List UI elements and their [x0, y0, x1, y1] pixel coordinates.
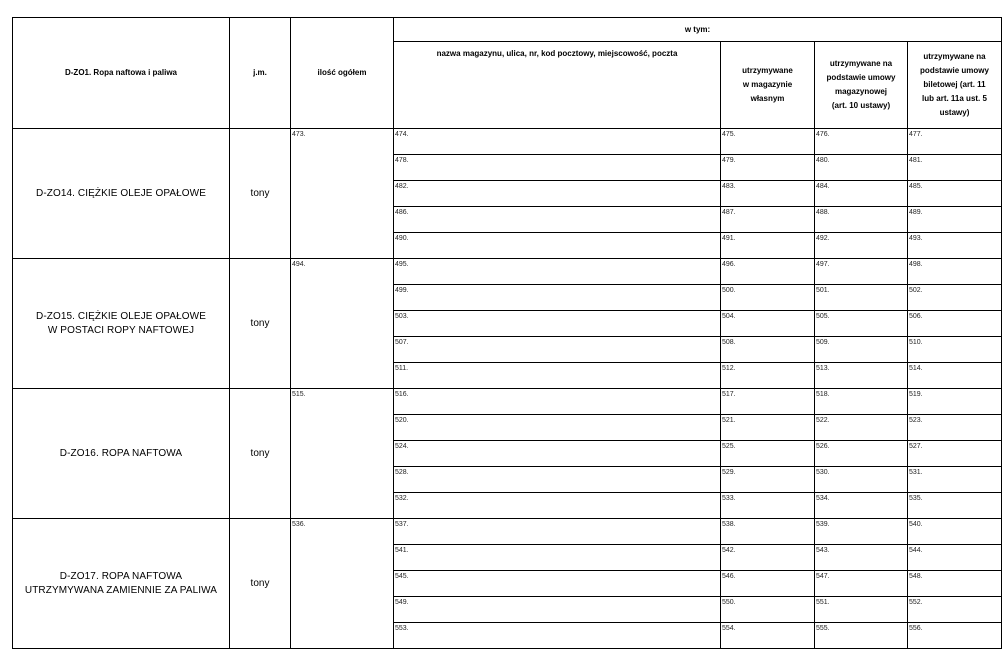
storage-contract-no: 530.: [816, 469, 830, 476]
own-storage-no: 517.: [722, 391, 736, 398]
own-storage-no: 500.: [722, 287, 736, 294]
header-ticket-contract: utrzymywane na podstawie umowy biletowej (art. 11 lub art. 11a ust. 5 ustawy): [920, 52, 989, 117]
warehouse-no: 537.: [395, 521, 409, 528]
warehouse-no: 478.: [395, 157, 409, 164]
own-storage-no: 479.: [722, 157, 736, 164]
warehouse-no: 549.: [395, 599, 409, 606]
warehouse-no: 499.: [395, 287, 409, 294]
group-total-no: 515.: [292, 391, 306, 398]
warehouse-no: 532.: [395, 495, 409, 502]
ticket-contract-no: 493.: [909, 235, 923, 242]
own-storage-no: 483.: [722, 183, 736, 190]
ticket-contract-no: 519.: [909, 391, 923, 398]
warehouse-no: 511.: [395, 365, 409, 372]
header-warehouse: nazwa magazynu, ulica, nr, kod pocztowy, miejscowość, poczta: [436, 49, 678, 58]
own-storage-no: 496.: [722, 261, 736, 268]
header-storage-contract: utrzymywane na podstawie umowy magazynowej (art. 10 ustawy): [826, 59, 896, 110]
ticket-contract-no: 535.: [909, 495, 923, 502]
own-storage-no: 529.: [722, 469, 736, 476]
storage-contract-no: 492.: [816, 235, 830, 242]
ticket-contract-no: 544.: [909, 547, 923, 554]
header-total: ilość ogółem: [317, 68, 367, 77]
group-unit: tony: [250, 188, 270, 199]
group-label: D-ZO16. ROPA NAFTOWA: [59, 447, 183, 459]
own-storage-no: 508.: [722, 339, 736, 346]
warehouse-no: 482.: [395, 183, 409, 190]
ticket-contract-no: 540.: [909, 521, 923, 528]
warehouse-no: 486.: [395, 209, 409, 216]
warehouse-no: 503.: [395, 313, 409, 320]
own-storage-no: 491.: [722, 235, 736, 242]
warehouse-no: 520.: [395, 417, 409, 424]
storage-contract-no: 488.: [816, 209, 830, 216]
storage-contract-no: 534.: [816, 495, 830, 502]
storage-contract-no: 543.: [816, 547, 830, 554]
storage-contract-no: 480.: [816, 157, 830, 164]
ticket-contract-no: 510.: [909, 339, 923, 346]
group-total-no: 536.: [292, 521, 306, 528]
storage-contract-no: 509.: [816, 339, 830, 346]
ticket-contract-no: 502.: [909, 287, 923, 294]
ticket-contract-no: 498.: [909, 261, 923, 268]
own-storage-no: 512.: [722, 365, 736, 372]
ticket-contract-no: 548.: [909, 573, 923, 580]
warehouse-no: 528.: [395, 469, 409, 476]
own-storage-no: 546.: [722, 573, 736, 580]
warehouse-no: 507.: [395, 339, 409, 346]
group-label: D-ZO15. CIĘŻKIE OLEJE OPAŁOWE W POSTACI ROPY NAFTOWEJ: [36, 311, 206, 336]
ticket-contract-no: 489.: [909, 209, 923, 216]
warehouse-no: 553.: [395, 625, 409, 632]
storage-contract-no: 501.: [816, 287, 830, 294]
header-own-storage: utrzymywane w magazynie własnym: [742, 66, 793, 103]
ticket-contract-no: 506.: [909, 313, 923, 320]
own-storage-no: 475.: [722, 131, 736, 138]
storage-contract-no: 547.: [816, 573, 830, 580]
warehouse-no: 474.: [395, 131, 409, 138]
warehouse-no: 495.: [395, 261, 409, 268]
own-storage-no: 542.: [722, 547, 736, 554]
warehouse-no: 545.: [395, 573, 409, 580]
storage-contract-no: 484.: [816, 183, 830, 190]
storage-contract-no: 526.: [816, 443, 830, 450]
warehouse-no: 541.: [395, 547, 409, 554]
warehouse-no: 490.: [395, 235, 409, 242]
ticket-contract-no: 514.: [909, 365, 923, 372]
ticket-contract-no: 556.: [909, 625, 923, 632]
own-storage-no: 525.: [722, 443, 736, 450]
storage-contract-no: 497.: [816, 261, 830, 268]
group-unit: tony: [250, 578, 270, 589]
group-total-no: 494.: [292, 261, 306, 268]
header-unit: j.m.: [253, 68, 267, 77]
ticket-contract-no: 527.: [909, 443, 923, 450]
own-storage-no: 504.: [722, 313, 736, 320]
warehouse-no: 516.: [395, 391, 409, 398]
group-total-no: 473.: [292, 131, 306, 138]
storage-contract-no: 505.: [816, 313, 830, 320]
own-storage-no: 533.: [722, 495, 736, 502]
own-storage-no: 538.: [722, 521, 736, 528]
group-unit: tony: [250, 448, 270, 459]
storage-contract-no: 476.: [816, 131, 830, 138]
ticket-contract-no: 531.: [909, 469, 923, 476]
storage-contract-no: 522.: [816, 417, 830, 424]
own-storage-no: 487.: [722, 209, 736, 216]
ticket-contract-no: 485.: [909, 183, 923, 190]
storage-contract-no: 513.: [816, 365, 830, 372]
group-label: D-ZO17. ROPA NAFTOWA UTRZYMYWANA ZAMIENNIE ZA PALIWA: [24, 571, 218, 596]
own-storage-no: 521.: [722, 417, 736, 424]
storage-contract-no: 555.: [816, 625, 830, 632]
ticket-contract-no: 477.: [909, 131, 923, 138]
storage-contract-no: 539.: [816, 521, 830, 528]
own-storage-no: 554.: [722, 625, 736, 632]
group-unit: tony: [250, 318, 270, 329]
storage-contract-no: 551.: [816, 599, 830, 606]
ticket-contract-no: 552.: [909, 599, 923, 606]
warehouse-no: 524.: [395, 443, 409, 450]
own-storage-no: 550.: [722, 599, 736, 606]
group-label: D-ZO14. CIĘŻKIE OLEJE OPAŁOWE: [36, 187, 206, 199]
storage-contract-no: 518.: [816, 391, 830, 398]
header-category: D-ZO1. Ropa naftowa i paliwa: [64, 68, 177, 77]
ticket-contract-no: 481.: [909, 157, 923, 164]
header-of-which: w tym:: [684, 24, 711, 34]
ticket-contract-no: 523.: [909, 417, 923, 424]
